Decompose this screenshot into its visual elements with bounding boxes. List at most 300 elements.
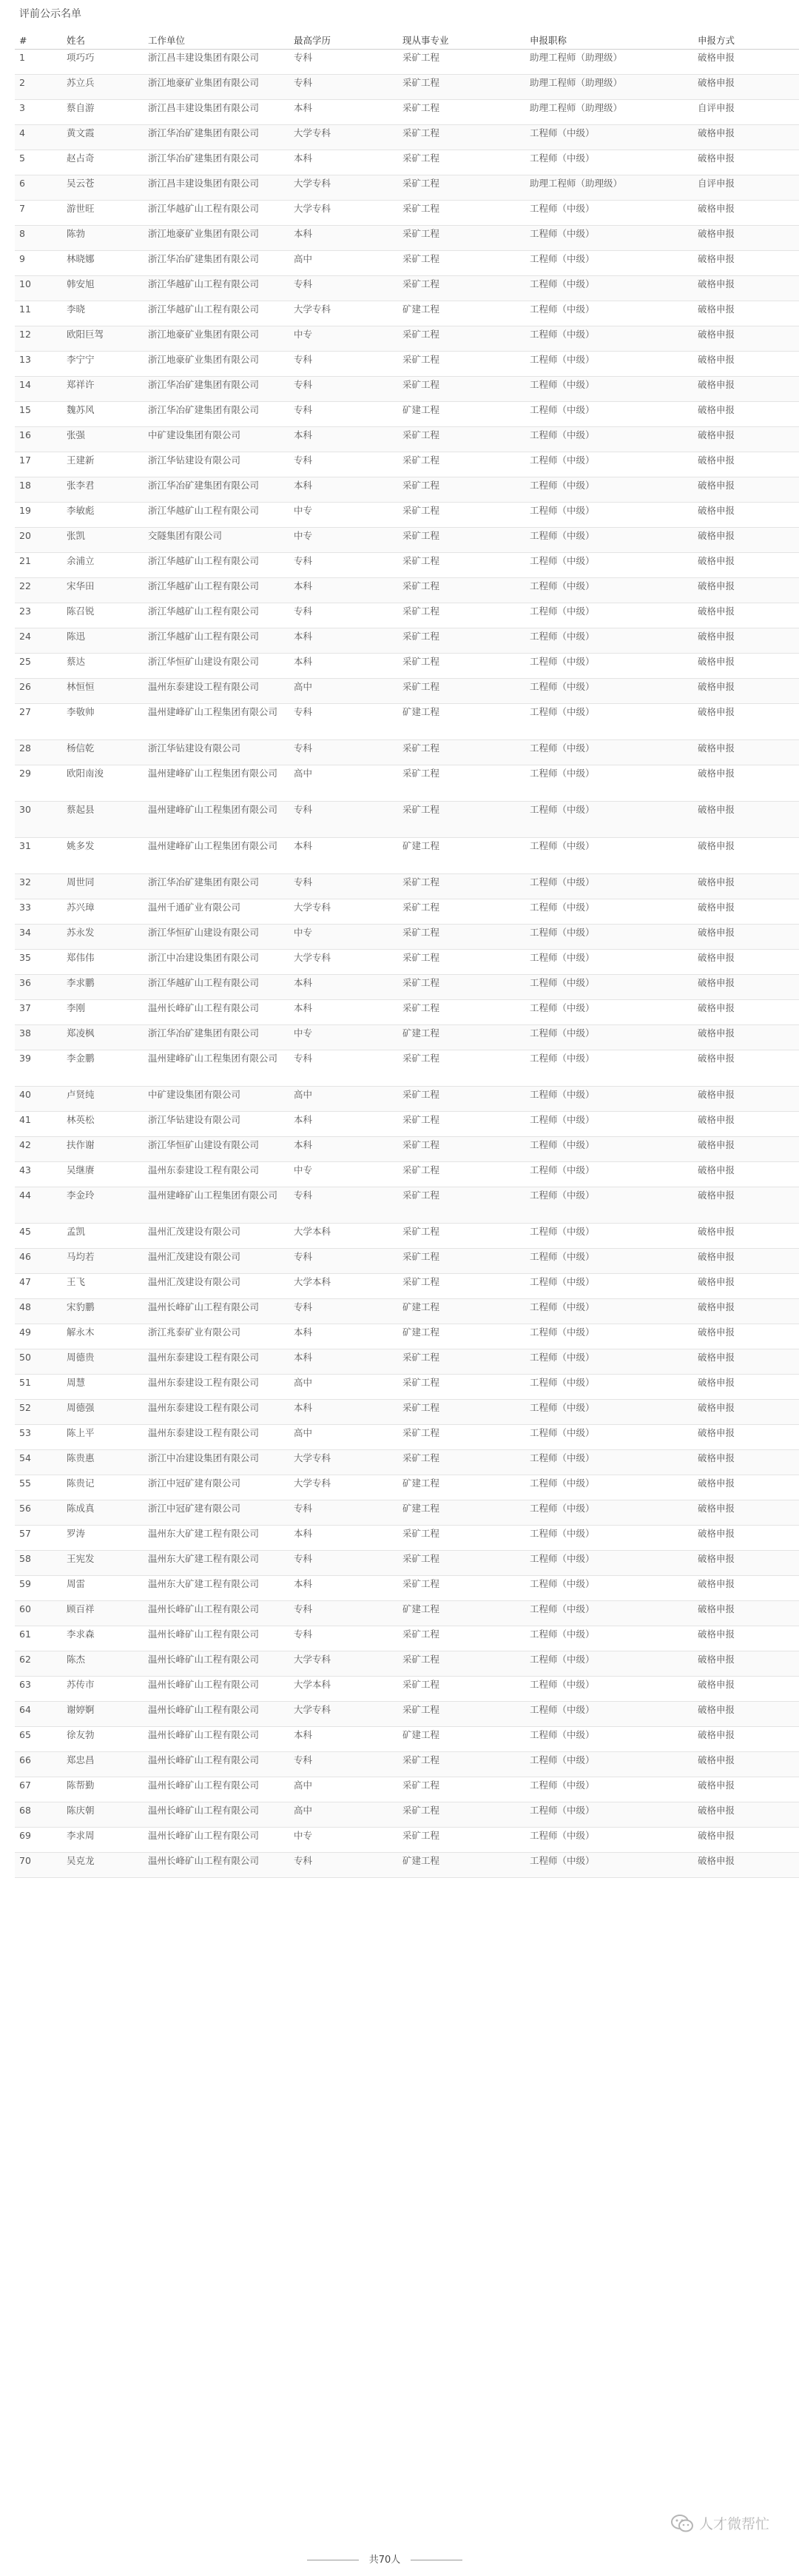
cell-title: 工程师（中级）	[525, 975, 693, 1000]
cell-index: 41	[15, 1112, 62, 1137]
cell-major: 采矿工程	[398, 628, 525, 654]
cell-name: 张凯	[62, 528, 144, 553]
cell-mode: 破格申报	[693, 1025, 799, 1050]
cell-unit: 浙江华钻建设有限公司	[144, 452, 289, 477]
cell-index: 22	[15, 578, 62, 603]
cell-name: 谢婷婀	[62, 1702, 144, 1727]
cell-unit: 温州建峰矿山工程集团有限公司	[144, 704, 289, 740]
cell-index: 37	[15, 1000, 62, 1025]
cell-major: 采矿工程	[398, 377, 525, 402]
cell-education: 大学专科	[289, 175, 398, 201]
cell-mode: 破格申报	[693, 975, 799, 1000]
cell-mode: 破格申报	[693, 1526, 799, 1551]
cell-name: 赵占奇	[62, 150, 144, 175]
cell-major: 采矿工程	[398, 226, 525, 251]
cell-education: 本科	[289, 1349, 398, 1375]
cell-education: 专科	[289, 402, 398, 427]
cell-education: 专科	[289, 1626, 398, 1651]
table-row	[15, 452, 799, 477]
table-row	[15, 1526, 799, 1551]
cell-title: 工程师（中级）	[525, 1475, 693, 1500]
cell-major: 矿建工程	[398, 301, 525, 326]
cell-unit: 浙江中冶建设集团有限公司	[144, 950, 289, 975]
cell-education: 本科	[289, 1526, 398, 1551]
table-row	[15, 477, 799, 503]
cell-major: 采矿工程	[398, 1677, 525, 1702]
cell-major: 采矿工程	[398, 1526, 525, 1551]
cell-title: 工程师（中级）	[525, 838, 693, 874]
table-row	[15, 377, 799, 402]
cell-name: 李金鹏	[62, 1050, 144, 1087]
table-row	[15, 704, 799, 740]
table-row	[15, 1752, 799, 1777]
cell-index: 16	[15, 427, 62, 452]
cell-major: 采矿工程	[398, 1551, 525, 1576]
cell-name: 黄文霞	[62, 125, 144, 150]
cell-name: 吴继赓	[62, 1162, 144, 1187]
cell-mode: 破格申报	[693, 1651, 799, 1677]
cell-education: 高中	[289, 1087, 398, 1112]
cell-major: 采矿工程	[398, 765, 525, 802]
cell-name: 李刚	[62, 1000, 144, 1025]
cell-name: 陈贵记	[62, 1475, 144, 1500]
cell-name: 陈上平	[62, 1425, 144, 1450]
table-row	[15, 1576, 799, 1601]
cell-title: 助理工程师（助理级）	[525, 50, 693, 75]
table-row	[15, 528, 799, 553]
cell-education: 高中	[289, 1375, 398, 1400]
cell-unit: 浙江华钻建设有限公司	[144, 740, 289, 765]
cell-mode: 破格申报	[693, 1425, 799, 1450]
table-row	[15, 1299, 799, 1324]
cell-mode: 破格申报	[693, 1299, 799, 1324]
cell-major: 采矿工程	[398, 251, 525, 276]
cell-major: 矿建工程	[398, 1475, 525, 1500]
cell-unit: 中矿建设集团有限公司	[144, 427, 289, 452]
cell-index: 64	[15, 1702, 62, 1727]
cell-index: 57	[15, 1526, 62, 1551]
cell-mode: 破格申报	[693, 1702, 799, 1727]
cell-index: 49	[15, 1324, 62, 1349]
cell-major: 采矿工程	[398, 1375, 525, 1400]
cell-title: 工程师（中级）	[525, 150, 693, 175]
cell-unit: 浙江中冠矿建有限公司	[144, 1500, 289, 1526]
cell-index: 36	[15, 975, 62, 1000]
cell-title: 工程师（中级）	[525, 802, 693, 838]
cell-major: 采矿工程	[398, 578, 525, 603]
cell-major: 采矿工程	[398, 276, 525, 301]
cell-index: 28	[15, 740, 62, 765]
cell-name: 李敏彪	[62, 503, 144, 528]
cell-index: 31	[15, 838, 62, 874]
cell-name: 周德贵	[62, 1349, 144, 1375]
cell-index: 51	[15, 1375, 62, 1400]
cell-index: 68	[15, 1802, 62, 1828]
cell-title: 工程师（中级）	[525, 899, 693, 925]
cell-mode: 破格申报	[693, 1087, 799, 1112]
cell-education: 大学专科	[289, 125, 398, 150]
cell-title: 工程师（中级）	[525, 427, 693, 452]
cell-major: 采矿工程	[398, 975, 525, 1000]
cell-major: 矿建工程	[398, 1324, 525, 1349]
table-row	[15, 802, 799, 838]
cell-education: 专科	[289, 740, 398, 765]
cell-unit: 温州建峰矿山工程集团有限公司	[144, 1187, 289, 1224]
cell-education: 中专	[289, 503, 398, 528]
cell-name: 欧阳巨驾	[62, 326, 144, 352]
table-row	[15, 1224, 799, 1249]
cell-unit: 温州东大矿建工程有限公司	[144, 1526, 289, 1551]
cell-mode: 破格申报	[693, 1224, 799, 1249]
cell-education: 高中	[289, 765, 398, 802]
cell-index: 69	[15, 1828, 62, 1853]
cell-education: 专科	[289, 704, 398, 740]
cell-mode: 自评申报	[693, 100, 799, 125]
cell-title: 工程师（中级）	[525, 1551, 693, 1576]
table-row	[15, 578, 799, 603]
watermark-text: 人才微帮忙	[698, 2516, 769, 2532]
cell-mode: 破格申报	[693, 528, 799, 553]
cell-unit: 浙江中冶建设集团有限公司	[144, 1450, 289, 1475]
cell-unit: 温州长峰矿山工程有限公司	[144, 1802, 289, 1828]
cell-index: 26	[15, 679, 62, 704]
cell-education: 本科	[289, 1400, 398, 1425]
cell-education: 本科	[289, 578, 398, 603]
cell-unit: 浙江华越矿山工程有限公司	[144, 975, 289, 1000]
cell-name: 郑祥许	[62, 377, 144, 402]
cell-title: 工程师（中级）	[525, 1425, 693, 1450]
cell-education: 中专	[289, 326, 398, 352]
cell-unit: 温州汇茂建设有限公司	[144, 1224, 289, 1249]
cell-unit: 浙江地豪矿业集团有限公司	[144, 226, 289, 251]
cell-index: 65	[15, 1727, 62, 1752]
cell-major: 矿建工程	[398, 1601, 525, 1626]
cell-name: 李晓	[62, 301, 144, 326]
cell-name: 项巧巧	[62, 50, 144, 75]
cell-title: 工程师（中级）	[525, 301, 693, 326]
cell-major: 采矿工程	[398, 326, 525, 352]
cell-title: 工程师（中级）	[525, 874, 693, 899]
cell-title: 工程师（中级）	[525, 226, 693, 251]
cell-index: 2	[15, 75, 62, 100]
cell-name: 吴云苍	[62, 175, 144, 201]
cell-unit: 浙江华冶矿建集团有限公司	[144, 477, 289, 503]
cell-index: 47	[15, 1274, 62, 1299]
cell-major: 采矿工程	[398, 1187, 525, 1224]
cell-name: 郑伟伟	[62, 950, 144, 975]
cell-mode: 破格申报	[693, 1050, 799, 1087]
cell-name: 李金玲	[62, 1187, 144, 1224]
cell-title: 工程师（中级）	[525, 740, 693, 765]
cell-index: 24	[15, 628, 62, 654]
cell-major: 采矿工程	[398, 1400, 525, 1425]
table-row	[15, 1050, 799, 1087]
cell-index: 1	[15, 50, 62, 75]
cell-education: 专科	[289, 802, 398, 838]
cell-title: 工程师（中级）	[525, 1349, 693, 1375]
cell-unit: 温州长峰矿山工程有限公司	[144, 1000, 289, 1025]
cell-index: 20	[15, 528, 62, 553]
cell-unit: 温州长峰矿山工程有限公司	[144, 1853, 289, 1878]
cell-title: 工程师（中级）	[525, 1576, 693, 1601]
table-row	[15, 402, 799, 427]
cell-major: 采矿工程	[398, 125, 525, 150]
cell-title: 工程师（中级）	[525, 950, 693, 975]
cell-title: 工程师（中级）	[525, 125, 693, 150]
cell-unit: 中矿建设集团有限公司	[144, 1087, 289, 1112]
cell-title: 工程师（中级）	[525, 1050, 693, 1087]
cell-title: 工程师（中级）	[525, 1601, 693, 1626]
cell-education: 大学本科	[289, 1677, 398, 1702]
cell-mode: 破格申报	[693, 1137, 799, 1162]
table-row	[15, 1349, 799, 1375]
cell-education: 专科	[289, 1853, 398, 1878]
table-row	[15, 1626, 799, 1651]
table-row	[15, 150, 799, 175]
table-row	[15, 1500, 799, 1526]
cell-unit: 温州东泰建设工程有限公司	[144, 1400, 289, 1425]
cell-mode: 破格申报	[693, 1626, 799, 1651]
cell-name: 陈杰	[62, 1651, 144, 1677]
cell-mode: 破格申报	[693, 1112, 799, 1137]
cell-major: 矿建工程	[398, 704, 525, 740]
cell-title: 工程师（中级）	[525, 1375, 693, 1400]
cell-index: 19	[15, 503, 62, 528]
cell-name: 顾百祥	[62, 1601, 144, 1626]
cell-unit: 浙江华冶矿建集团有限公司	[144, 874, 289, 899]
cell-name: 扶作谢	[62, 1137, 144, 1162]
cell-title: 工程师（中级）	[525, 1677, 693, 1702]
cell-index: 39	[15, 1050, 62, 1087]
cell-title: 工程师（中级）	[525, 628, 693, 654]
cell-title: 工程师（中级）	[525, 377, 693, 402]
cell-index: 10	[15, 276, 62, 301]
cell-index: 48	[15, 1299, 62, 1324]
header-major: 现从事专业	[398, 31, 525, 50]
cell-name: 杨信乾	[62, 740, 144, 765]
cell-mode: 破格申报	[693, 1400, 799, 1425]
cell-title: 工程师（中级）	[525, 326, 693, 352]
cell-education: 高中	[289, 1425, 398, 1450]
cell-major: 采矿工程	[398, 899, 525, 925]
cell-unit: 温州长峰矿山工程有限公司	[144, 1677, 289, 1702]
cell-unit: 温州东泰建设工程有限公司	[144, 1162, 289, 1187]
cell-mode: 破格申报	[693, 1576, 799, 1601]
cell-title: 工程师（中级）	[525, 1651, 693, 1677]
table-row	[15, 1802, 799, 1828]
header-name: 姓名	[62, 31, 144, 50]
table-row	[15, 654, 799, 679]
table-row	[15, 201, 799, 226]
cell-name: 徐友勃	[62, 1727, 144, 1752]
cell-mode: 破格申报	[693, 452, 799, 477]
cell-education: 大学专科	[289, 1475, 398, 1500]
cell-major: 采矿工程	[398, 950, 525, 975]
table-row	[15, 1828, 799, 1853]
cell-unit: 温州长峰矿山工程有限公司	[144, 1651, 289, 1677]
cell-major: 采矿工程	[398, 201, 525, 226]
cell-name: 苏永发	[62, 925, 144, 950]
cell-index: 6	[15, 175, 62, 201]
cell-name: 余浦立	[62, 553, 144, 578]
cell-index: 61	[15, 1626, 62, 1651]
cell-index: 9	[15, 251, 62, 276]
cell-major: 采矿工程	[398, 1249, 525, 1274]
cell-major: 采矿工程	[398, 1450, 525, 1475]
cell-mode: 破格申报	[693, 402, 799, 427]
cell-major: 采矿工程	[398, 528, 525, 553]
cell-education: 本科	[289, 975, 398, 1000]
cell-name: 蔡起县	[62, 802, 144, 838]
cell-unit: 浙江地豪矿业集团有限公司	[144, 352, 289, 377]
cell-major: 采矿工程	[398, 740, 525, 765]
cell-unit: 浙江华越矿山工程有限公司	[144, 553, 289, 578]
cell-major: 矿建工程	[398, 1853, 525, 1878]
cell-education: 本科	[289, 838, 398, 874]
cell-education: 本科	[289, 477, 398, 503]
cell-index: 42	[15, 1137, 62, 1162]
cell-title: 工程师（中级）	[525, 1828, 693, 1853]
cell-index: 43	[15, 1162, 62, 1187]
cell-unit: 温州东泰建设工程有限公司	[144, 1349, 289, 1375]
cell-title: 工程师（中级）	[525, 1137, 693, 1162]
cell-education: 专科	[289, 1500, 398, 1526]
cell-major: 采矿工程	[398, 150, 525, 175]
cell-index: 32	[15, 874, 62, 899]
cell-major: 采矿工程	[398, 352, 525, 377]
cell-education: 高中	[289, 251, 398, 276]
cell-title: 工程师（中级）	[525, 352, 693, 377]
cell-education: 大学专科	[289, 1702, 398, 1727]
cell-education: 大学专科	[289, 950, 398, 975]
cell-unit: 浙江华冶矿建集团有限公司	[144, 1025, 289, 1050]
cell-name: 王建新	[62, 452, 144, 477]
cell-index: 29	[15, 765, 62, 802]
cell-index: 50	[15, 1349, 62, 1375]
cell-title: 工程师（中级）	[525, 1400, 693, 1425]
cell-unit: 浙江华钻建设有限公司	[144, 1112, 289, 1137]
cell-unit: 交隧集团有限公司	[144, 528, 289, 553]
cell-mode: 破格申报	[693, 326, 799, 352]
cell-unit: 温州东大矿建工程有限公司	[144, 1551, 289, 1576]
cell-title: 工程师（中级）	[525, 1112, 693, 1137]
cell-education: 专科	[289, 352, 398, 377]
cell-title: 工程师（中级）	[525, 1162, 693, 1187]
table-row	[15, 1112, 799, 1137]
cell-unit: 浙江中冠矿建有限公司	[144, 1475, 289, 1500]
cell-mode: 破格申报	[693, 352, 799, 377]
table-row	[15, 553, 799, 578]
header-mode: 申报方式	[693, 31, 799, 50]
cell-title: 工程师（中级）	[525, 402, 693, 427]
cell-unit: 浙江华冶矿建集团有限公司	[144, 125, 289, 150]
cell-mode: 破格申报	[693, 1274, 799, 1299]
cell-major: 采矿工程	[398, 1752, 525, 1777]
cell-unit: 浙江华冶矿建集团有限公司	[144, 150, 289, 175]
cell-major: 采矿工程	[398, 75, 525, 100]
cell-name: 陈勃	[62, 226, 144, 251]
cell-name: 张强	[62, 427, 144, 452]
cell-title: 工程师（中级）	[525, 603, 693, 628]
cell-education: 大学专科	[289, 201, 398, 226]
cell-title: 工程师（中级）	[525, 201, 693, 226]
cell-title: 工程师（中级）	[525, 1025, 693, 1050]
cell-index: 63	[15, 1677, 62, 1702]
table-row	[15, 1677, 799, 1702]
cell-major: 采矿工程	[398, 553, 525, 578]
cell-name: 罗涛	[62, 1526, 144, 1551]
cell-unit: 浙江华越矿山工程有限公司	[144, 301, 289, 326]
cell-index: 35	[15, 950, 62, 975]
cell-mode: 破格申报	[693, 150, 799, 175]
cell-education: 中专	[289, 1828, 398, 1853]
table-row	[15, 226, 799, 251]
cell-name: 宋豹鹏	[62, 1299, 144, 1324]
table-row	[15, 1025, 799, 1050]
cell-index: 55	[15, 1475, 62, 1500]
cell-mode: 破格申报	[693, 1727, 799, 1752]
cell-education: 本科	[289, 654, 398, 679]
cell-major: 矿建工程	[398, 402, 525, 427]
cell-name: 马均若	[62, 1249, 144, 1274]
cell-index: 25	[15, 654, 62, 679]
cell-unit: 浙江昌丰建设集团有限公司	[144, 100, 289, 125]
cell-education: 专科	[289, 1249, 398, 1274]
cell-major: 采矿工程	[398, 802, 525, 838]
cell-unit: 浙江兆泰矿业有限公司	[144, 1324, 289, 1349]
cell-index: 18	[15, 477, 62, 503]
cell-unit: 温州汇茂建设有限公司	[144, 1249, 289, 1274]
cell-name: 李求鹏	[62, 975, 144, 1000]
cell-mode: 破格申报	[693, 899, 799, 925]
cell-name: 卢贤纯	[62, 1087, 144, 1112]
cell-education: 本科	[289, 1137, 398, 1162]
wechat-icon	[671, 2514, 693, 2533]
cell-major: 采矿工程	[398, 477, 525, 503]
cell-mode: 破格申报	[693, 1249, 799, 1274]
cell-major: 采矿工程	[398, 1224, 525, 1249]
cell-name: 周德强	[62, 1400, 144, 1425]
table-row	[15, 1087, 799, 1112]
cell-mode: 破格申报	[693, 1000, 799, 1025]
cell-index: 38	[15, 1025, 62, 1050]
cell-title: 工程师（中级）	[525, 1853, 693, 1878]
cell-index: 11	[15, 301, 62, 326]
table-row	[15, 1324, 799, 1349]
cell-index: 14	[15, 377, 62, 402]
cell-name: 李宁宁	[62, 352, 144, 377]
cell-mode: 破格申报	[693, 654, 799, 679]
cell-unit: 浙江华越矿山工程有限公司	[144, 276, 289, 301]
cell-education: 本科	[289, 1112, 398, 1137]
cell-education: 中专	[289, 1162, 398, 1187]
cell-index: 30	[15, 802, 62, 838]
table-row	[15, 50, 799, 75]
cell-title: 工程师（中级）	[525, 925, 693, 950]
cell-title: 工程师（中级）	[525, 276, 693, 301]
cell-education: 大学专科	[289, 899, 398, 925]
cell-education: 大学专科	[289, 1450, 398, 1475]
cell-name: 陈贵惠	[62, 1450, 144, 1475]
cell-unit: 浙江华越矿山工程有限公司	[144, 603, 289, 628]
table-row	[15, 740, 799, 765]
cell-education: 大学专科	[289, 1651, 398, 1677]
cell-unit: 温州建峰矿山工程集团有限公司	[144, 765, 289, 802]
cell-mode: 破格申报	[693, 1450, 799, 1475]
cell-mode: 破格申报	[693, 503, 799, 528]
cell-unit: 温州千通矿业有限公司	[144, 899, 289, 925]
cell-major: 采矿工程	[398, 1576, 525, 1601]
